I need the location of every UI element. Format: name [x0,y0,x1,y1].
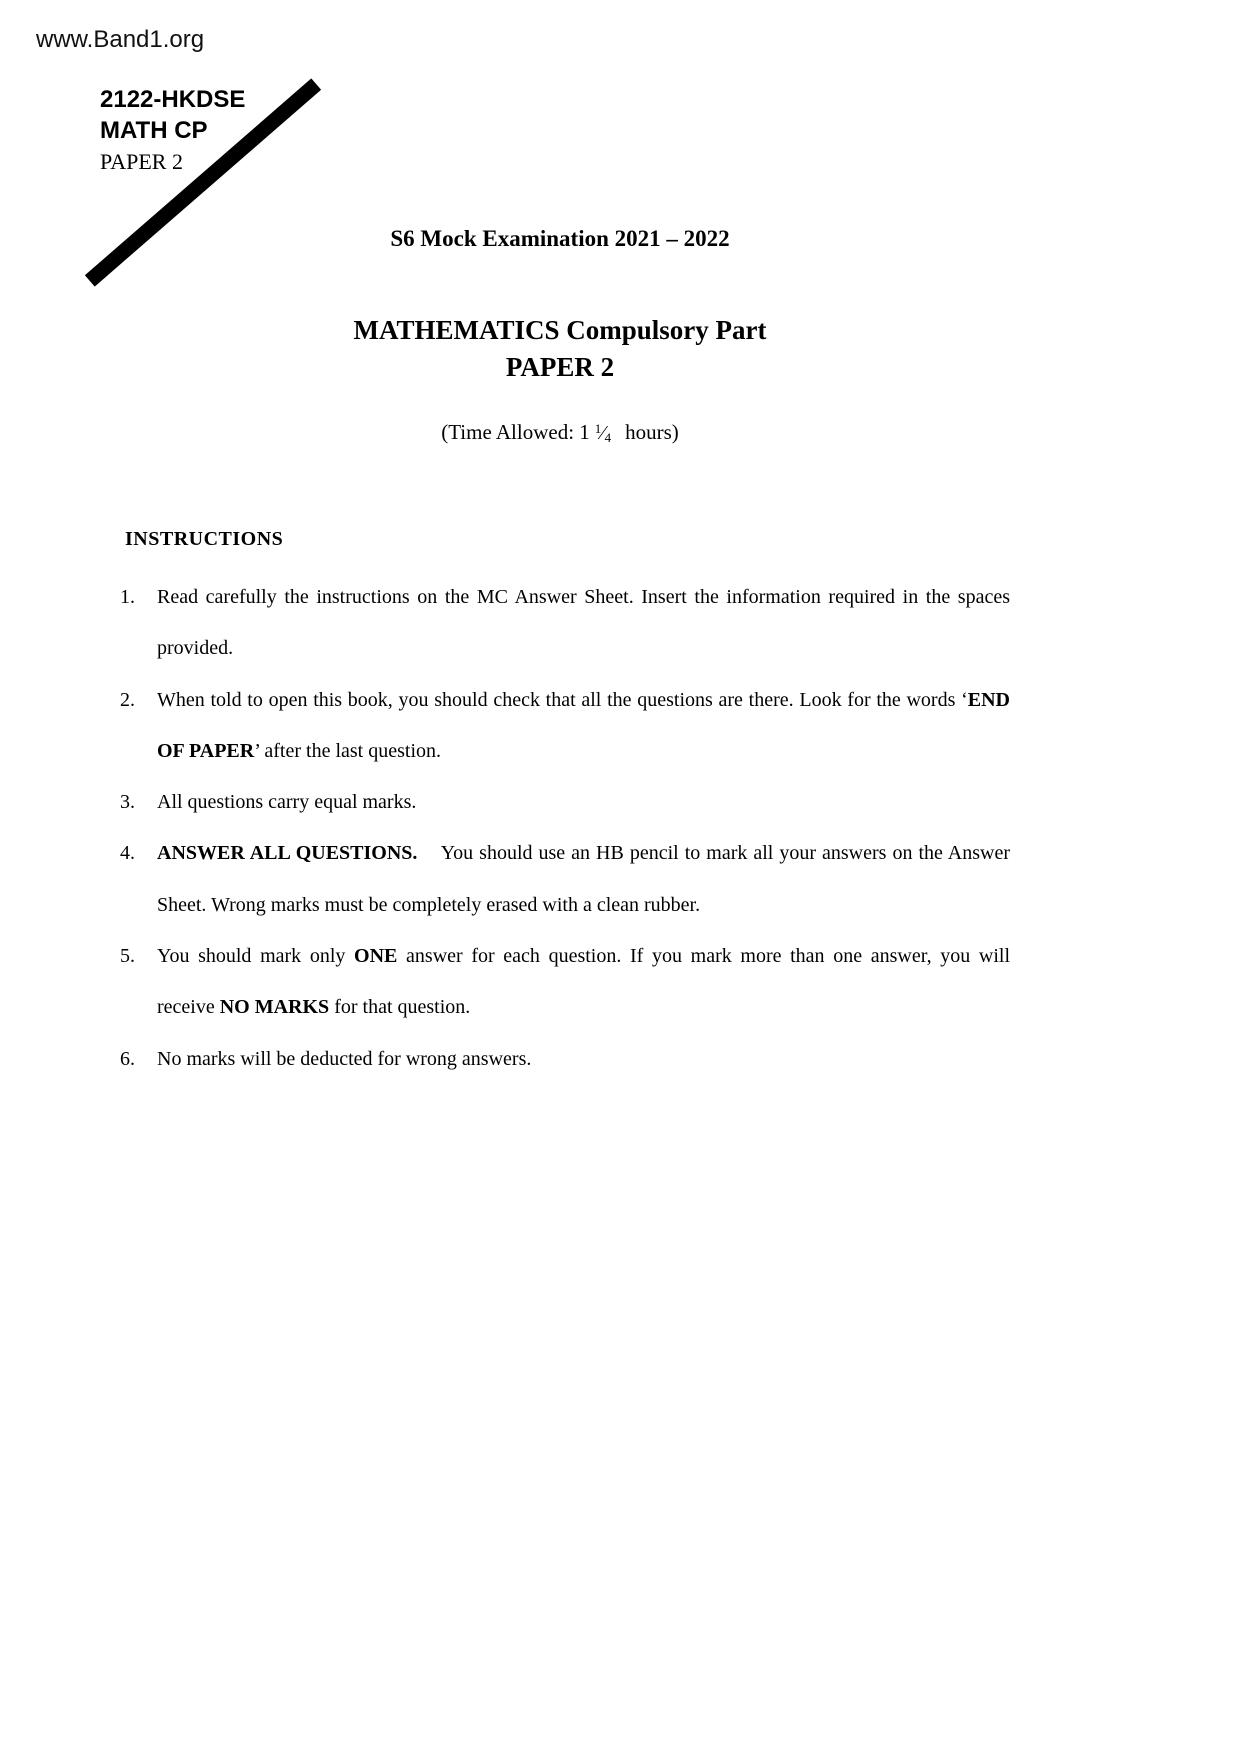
item-number: 5. [120,945,135,968]
subject-title: MATHEMATICS Compulsory Part [353,315,767,345]
fraction-denominator: 4 [604,430,612,445]
site-watermark: www.Band1.org [36,26,205,53]
subject-title-block [60,312,1060,386]
paper-code-subject: MATH CP [100,117,208,144]
item-text: You should mark only ONE answer for each question. If you mark more than one answer, you will receive NO MARKS for that question. [157,945,1010,1019]
instructions-heading: INSTRUCTIONS [125,528,284,550]
item-text: All questions carry equal marks. [157,791,417,814]
item-text: No marks will be deducted for wrong answers. [157,1047,532,1070]
fraction-numerator: 1 [594,421,602,436]
instruction-item [120,572,1010,675]
item-number: 6. [120,1047,135,1070]
item-text: Read carefully the instructions on the MC Answer Sheet. Insert the information required in the spaces provided. [157,586,1010,660]
instructions-list [120,572,1010,1085]
time-allowed-prefix: (Time Allowed: 1 [441,420,590,444]
item-number: 4. [120,842,135,865]
instruction-item [120,931,1010,1034]
fraction-slash: ⁄ [601,422,605,444]
time-allowed-suffix: hours) [625,420,679,444]
instruction-item [120,675,1010,778]
instruction-item [120,1034,1010,1085]
time-fraction [595,420,611,446]
item-text: When told to open this book, you should check that all the questions are there. Look for the words ‘END OF PAPER’ after the last question. [157,688,1010,762]
paper-code-paper: PAPER 2 [100,149,183,174]
paper-code-year: 2122-HKDSE [100,86,246,113]
item-number: 1. [120,586,135,608]
instruction-item [120,828,1010,931]
item-number: 3. [120,791,135,814]
paper-title: PAPER 2 [505,352,615,382]
instruction-item [120,777,1010,828]
time-allowed [60,420,1060,446]
item-text: ANSWER ALL QUESTIONS. You should use an HB pencil to mark all your answers on the Answer Sheet. Wrong marks must be completely erased with a clean rubber. [157,842,1010,916]
item-number: 2. [120,688,135,711]
exam-title: S6 Mock Examination 2021 – 2022 [390,226,730,251]
